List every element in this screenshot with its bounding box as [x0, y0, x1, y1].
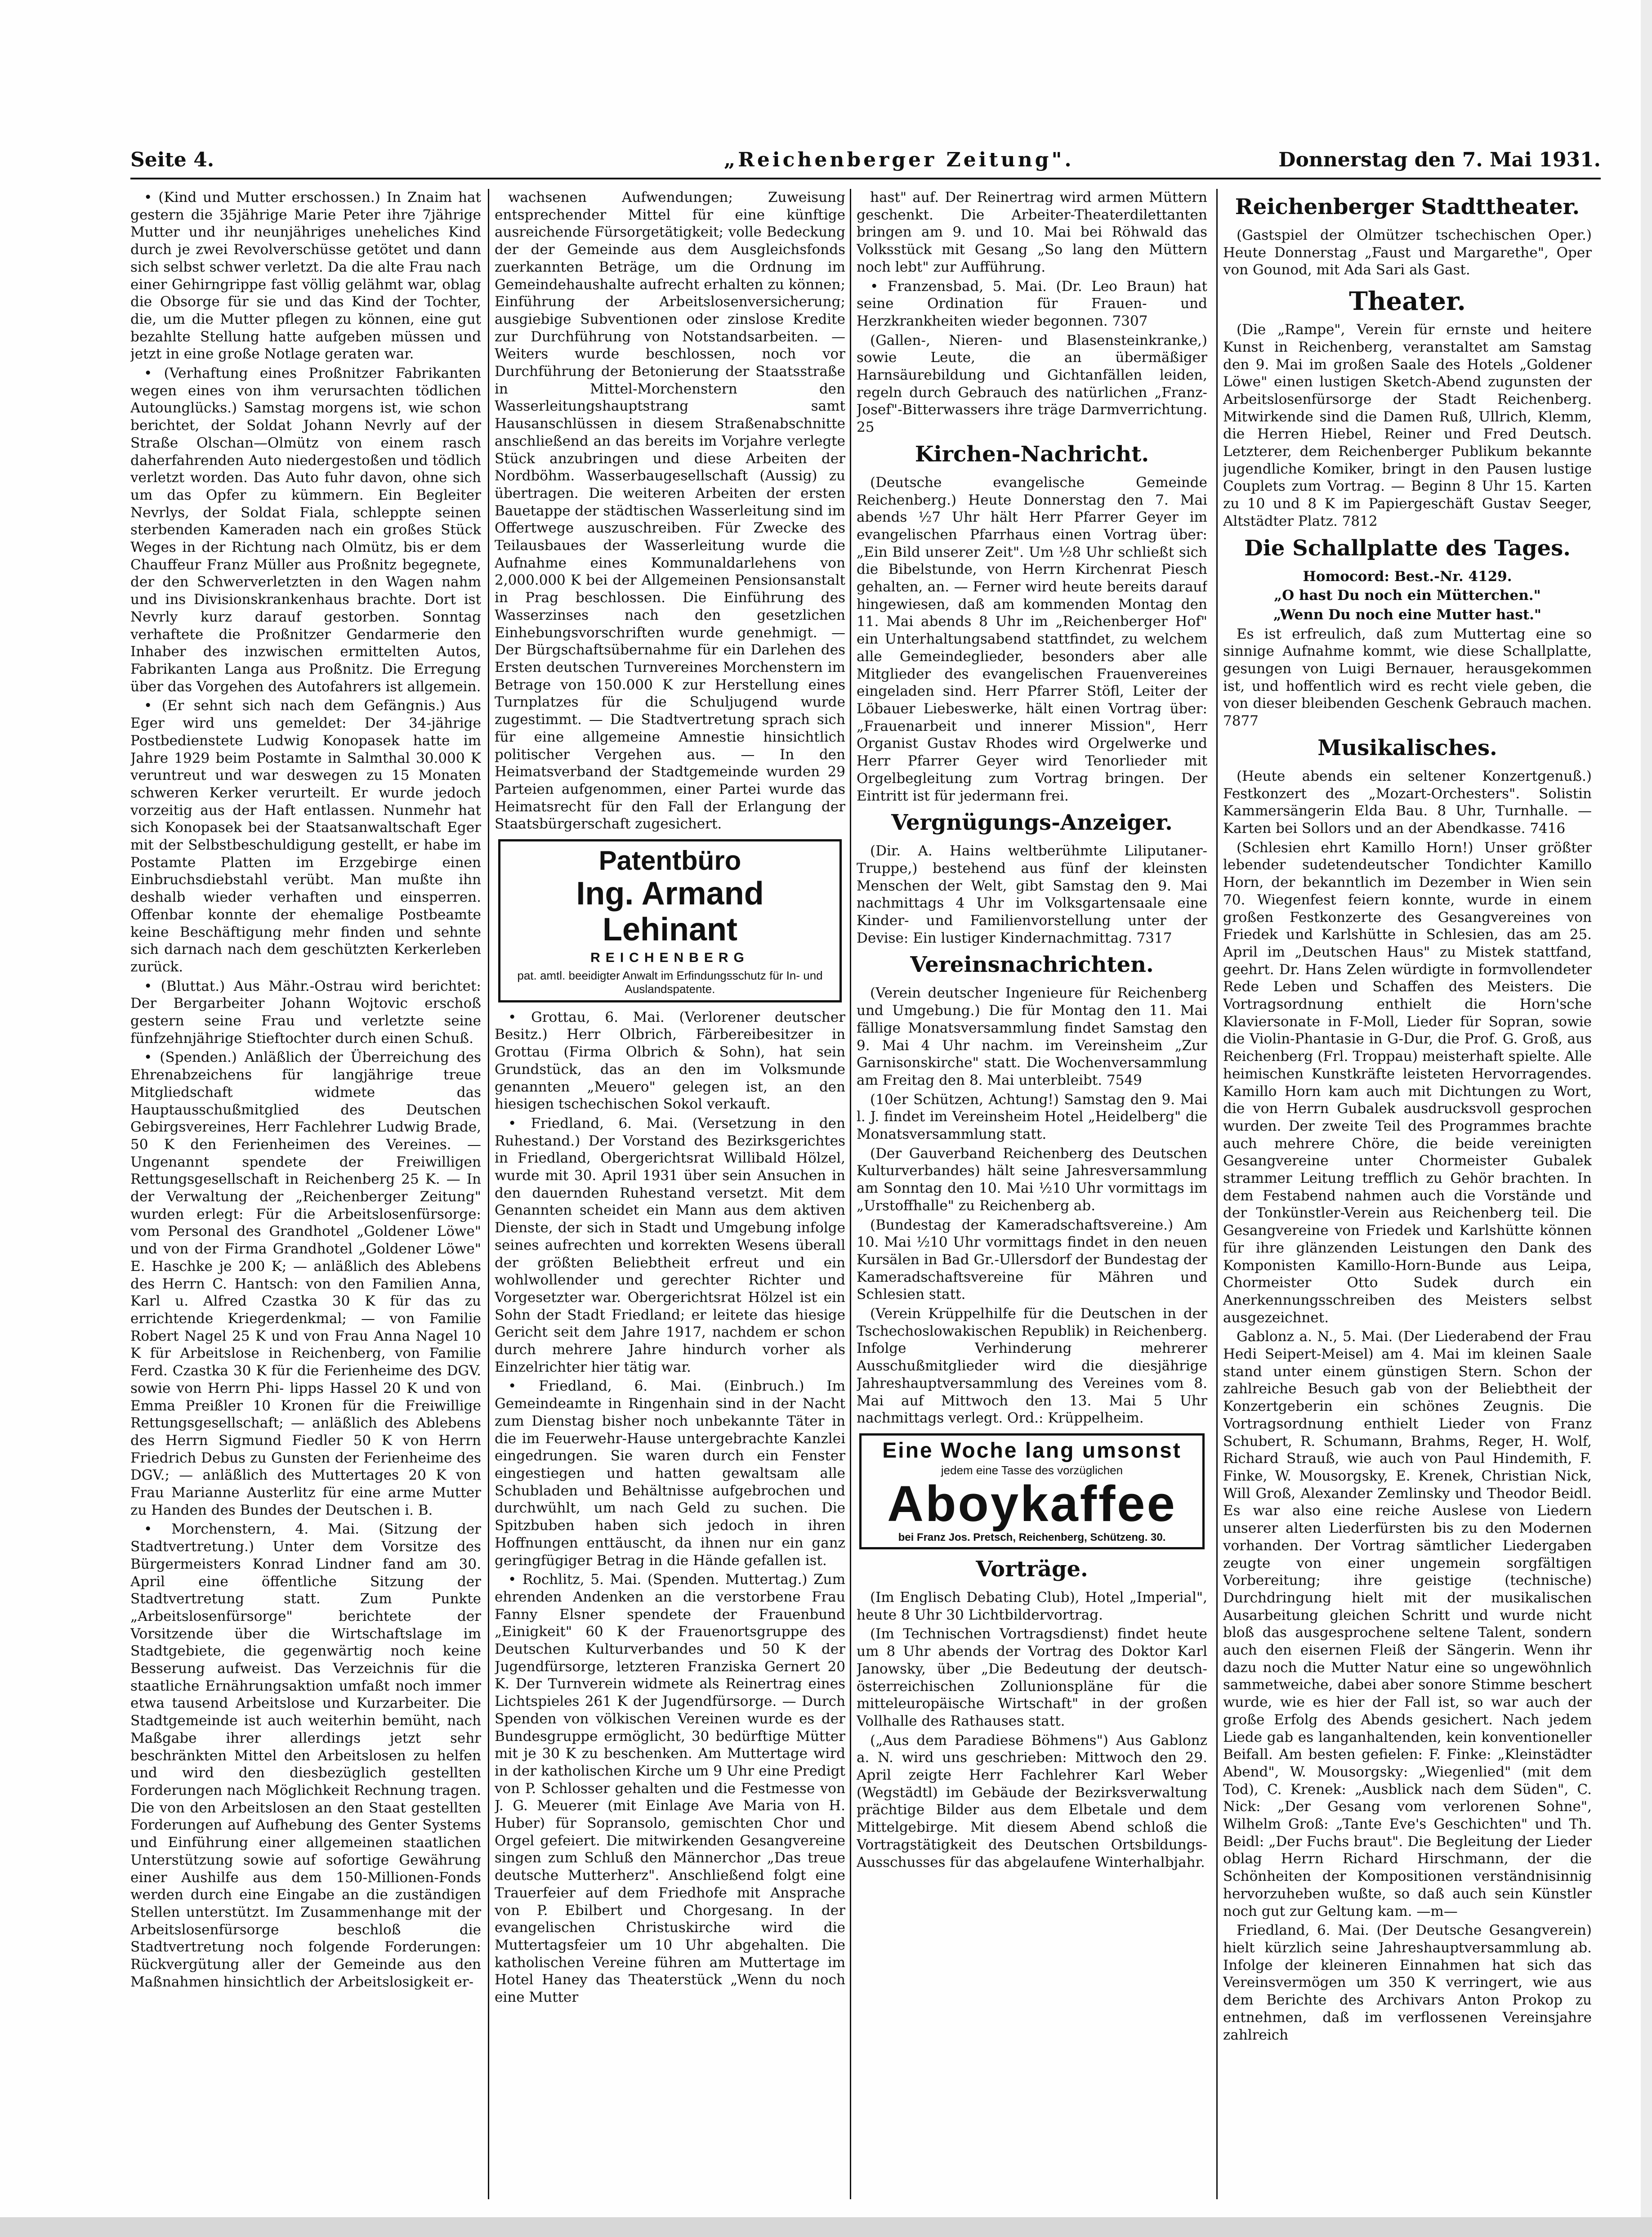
column-2: [495, 189, 845, 2199]
ad-patent-description: pat. amtl. beeidigter Anwalt im Erfindungsschutz für In- und Auslandspatente.: [517, 968, 823, 996]
article-musik: (Schlesien ehrt Kamillo Horn!) Unser größter lebender sudetendeutscher Tondichter Kamillo Horn, der bekanntlich im Dezember in Wien sein 70. Wiegenfest feiern konnte, wurde in einem großen Festkonzerte des Gesangvereines von Friedek und Karlshütte in Schlesien, das am 25. April im „Deutschen Haus" zu Mistek stattfand, geehrt. Dr. Hans Zelen würdigte in formvollendeter Rede Leben und Schaffen des Meisters. Die Vortragsordnung enthielt die Horn'sche Klaviersonate in F-Moll, Lieder für Sopran, sowie die Violin-Phantasie in G-Dur, die Prof. G. Groß, aus Reichenberg (Frl. Troppau) meisterhaft spielte. Alle heimischen Kunstkräfte leisteten Hervorragendes. Kamillo Horn kam auch mit Dichtungen zu Wort, die von Herrn Gubalek ausdrucksvoll gesprochen wurden. Der zweite Teil des Programmes brachte auch mehrere Chöre, die beide vereinigten Gesangvereine unter Chormeister Gubalek strammer Leitung trefflich zu Gehör brachten. In dem Festabend nahmen auch die Vorstände und der Tonkünstler-Verein aus Reichenberg teil. Die Gesangvereine von Friedek und Karlshütte können für ihre glänzenden Leistungen den Dank des Komponisten Kamillo-Horn-Bunde aus Leipa, Chormeister Otto Sudek durch ein Anerkennungsschreiben des Meisters selbst ausgezeichnet.: [1223, 839, 1592, 1326]
article-verein: (Bundestag der Kameradschaftsvereine.) Am 10. Mai ½10 Uhr vormittags findet in den neuen Kursälen in Bad Gr.-Ullersdorf der Bundestag der Kameradschaftsvereine für Mähren und Schlesien statt.: [857, 1217, 1207, 1303]
article-verein: (Verein Krüppelhilfe für die Deutschen in der Tschechoslowakischen Republik) in Reichenberg. Infolge Verhinderung mehrerer Ausschußmitglieder wird die diesjährige Jahreshauptversammlung des Vereines vom 8. Mai auf Mittwoch den 13. Mai 5 Uhr nachmittags verlegt. Ord.: Krüppelheim.: [857, 1306, 1207, 1427]
section-title-musikalisches: Musikalisches.: [1317, 735, 1497, 761]
article-kind-mutter: • (Kind und Mutter erschossen.) In Znaim hat gestern die 35jährige Marie Peter ihre 7jährige Mutter und ihr neunjähriges uneheliches Kind durch je zwei Revolverschüsse getötet und dann sich selbst schwer verletzt. Da die alte Frau nach einer Gehirngrippe fast völlig gelähmt war, oblag die Obsorge für sie und das Kind der Tochter, die, um die Mutter pflegen zu können, eine gut bezahlte Stellung hatte aufgeben müssen und jetzt in eine große Notlage geraten war.: [130, 189, 481, 362]
article-verein: (Der Gauverband Reichenberg des Deutschen Kulturverbandes) hält seine Jahresversammlung am Sonntag den 10. Mai ½10 Uhr vormittags im „Urstoffhalle" zu Reichenberg ab.: [857, 1145, 1207, 1214]
scan-edge-bottom: [0, 2217, 1652, 2237]
article-vortrag: (Im Technischen Vortragsdienst) findet heute um 8 Uhr abends der Vortrag des Doktor Karl Janowsky, über „Die Bedeutung der deutsch-österreichischen Zollunionspläne für die mitteleuropäische Wirtschaft" in der großen Vollhalle des Rathauses statt.: [857, 1626, 1207, 1729]
schallplatte-song-1: „O hast Du noch ein Mütterchen.": [1274, 587, 1541, 604]
page-number: Seite 4.: [130, 148, 214, 171]
article-bitterwasser: (Gallen-, Nieren- und Blasensteinkranke,) sowie Leute, die an übermäßiger Harnsäurebildung und Gichtanfällen leiden, regeln durch Gebrauch des natürlichen „Franz-Josef"-Bitterwassers ihre träge Darmverrichtung. 25: [857, 332, 1207, 436]
article-theater: (Die „Rampe", Verein für ernste und heitere Kunst in Reichenberg, veranstaltet am Samstag den 9. Mai im großen Saale des Hotels „Goldener Löwe" einen lustigen Sketch-Abend zugunsten der Arbeitslosenfürsorge der Stadt Reichenberg. Mitwirkende sind die Damen Ruß, Ullrich, Klemm, die Herren Hiebel, Reiner und Fred Deutsch. Letzterer, dem Reichenberger Publikum bekannte jugendliche Komiker, bringt in den Pausen lustige Couplets zum Vortrag. — Beginn 8 Uhr 15. Karten zu 10 und 8 K im Papiergeschäft Gustav Seeger, Altstädter Platz. 7812: [1223, 322, 1592, 529]
article-kirchen: (Deutsche evangelische Gemeinde Reichenberg.) Heute Donnerstag den 7. Mai abends ½7 Uhr hält Herr Pfarrer Geyer im evangelischen Pfarrhaus einen Vortrag über: „Ein Bild unserer Zeit". Um ½8 Uhr schließt sich die Bibelstunde, von Herrn Kirchenrat Piesch gehalten, an. — Ferner wird heute bereits darauf hingewiesen, daß am kommenden Montag den 11. Mai abends 8 Uhr im „Reichenberger Hof" ein Unterhaltungsabend stattfindet, zu welchem alle Gemeindeglieder, besonders aber alle Mitglieder des evangelischen Frauenvereines eingeladen sind. Herr Pfarrer Stöfl, Leiter der Löbauer Liebeswerke, hält einen Vortrag über: „Frauenarbeit und innerer Mission", Herr Organist Gustav Rhodes wird Orgelwerke und Herr Pfarrer Geyer wird Tenorlieder mit Orgelbegleitung zum Vortrag bringen. Der Eintritt ist für jedermann frei.: [857, 474, 1207, 804]
section-title-vergnuegung: Vergnügungs-Anzeiger.: [891, 810, 1173, 836]
article-verein: (10er Schützen, Achtung!) Samstag den 9. Mai l. J. findet im Vereinsheim Hotel „Heidelberg" die Monatsversammlung statt.: [857, 1091, 1207, 1143]
article-musik: Friedland, 6. Mai. (Der Deutsche Gesangverein) hielt kürzlich seine Jahreshauptversammlung ab. Infolge der kleineren Einnahmen hat sich das Vereinsvermögen um 350 K verringert, wie aus dem Berichte des Archivars Anton Prokop zu entnehmen, daß im verflossenen Vereinsjahre zahlreich: [1223, 1922, 1592, 2043]
article-musik: Gablonz a. N., 5. Mai. (Der Liederabend der Frau Hedi Seipert-Meisel) am 4. Mai im kleinen Saale stand unter einem günstigen Stern. Schon der zahlreiche Besuch gab von der Beliebtheit der Konzertgeberin ein schönes Zeugnis. Die Vortragsordnung enthielt Lieder von Franz Schubert, R. Schumann, Brahms, Reger, H. Wolf, Richard Strauß, wie auch von Paul Hindemith, F. Finke, W. Mousorgsky, E. Krenek, Christian Nick, Will Groß, Alexander Zemlinsky und Theodor Beidl. Es war also eine reiche Auslese von Liedern unserer alten Liederfürsten bis zu den Modernen vorhanden. Der Vortrag sämtlicher Liedergaben zeugte von einer ungemein sorgfältigen Vorbereitung; ihre geistige (technische) Durchdringung hielt mit der musikalischen Ausarbeitung gleichen Schritt und wurde nicht bloß das ausgesprochene seltene Talent, sondern auch den eisernen Fleiß der Sängerin. Wenn ihr dazu noch die Mutter Natur eine so ungewöhnlich sammetweiche, dabei aber sonore Stimme beschert wurde, wie es hier der Fall ist, so war auch der große Erfolg des Abends gesichert. Nach jedem Liede gab es langanhaltenden, kein konventioneller Beifall. Am besten gefielen: F. Finke: „Kleinstädter Abend", W. Mousorgsky: „Wiegenlied" (mit dem Tod), C. Krenek: „Ausblick nach dem Süden", C. Nick: „Der Gesang vom verlorenen Sohne", Wilhelm Groß: „Tante Eve's Geschichten" und Th. Beidl: „Der Fuchs braut". Die Begleitung der Lieder oblag Herrn Richard Hirschmann, der die Schönheiten der Kompositionen verständnisinnig hervorzuheben wußte, so daß auch sein Künstler noch gut zur Geltung kam. —m—: [1223, 1329, 1592, 1919]
aboykaffee-advertisement: [859, 1433, 1205, 1549]
article-friedland-einbruch: • Friedland, 6. Mai. (Einbruch.) Im Gemeindeamte in Ringenhain sind in der Nacht zum Dienstag bisher noch unbekannte Täter in die im Feuerwehr-Hause untergebrachte Kanzlei eingedrungen. Sie waren durch ein Fenster eingestiegen und hatten gewaltsam alle Schubladen und Behältnisse aufgebrochen und durchwühlt, um nach Geld zu suchen. Die Spitzbuben haben sich jedoch in ihren Hoffnungen enttäuscht, da ihnen nur ein ganz geringfügiger Betrag in die Hände gefallen ist.: [495, 1378, 845, 1569]
article-vortrag: (Im Englisch Debating Club), Hotel „Imperial", heute 8 Uhr 30 Lichtbildervortrag.: [857, 1589, 1207, 1623]
schallplatte-song-2: „Wenn Du noch eine Mutter hast.": [1273, 606, 1542, 623]
article-vortrag: („Aus dem Paradiese Böhmens") Aus Gablonz a. N. wird uns geschrieben: Mittwoch den 29. April zeigte Herr Fachlehrer Karl Weber (Wegstädtl) im Gebäude der Bezirksverwaltung prächtige Bilder aus dem Elbetale und dem Mittelgebirge. Mit diesem Abend schloß die Vortragstätigkeit des Deutschen Ortsbildungs-Ausschusses für das abgelaufene Winterhalbjahr.: [857, 1732, 1207, 1870]
section-title-vereine: Vereinsnachrichten.: [910, 952, 1154, 978]
column-1: [130, 189, 481, 2199]
article-gefaengnis: • (Er sehnt sich nach dem Gefängnis.) Aus Eger wird uns gemeldet: Der 34-jährige Postbedienstete Ludwig Konopasek hatte im Jahre 1929 beim Postamte in Salmthal 30.000 K veruntreut und war deswegen zu 15 Monaten schweren Kerker verurteilt. Er wurde jedoch vorzeitig aus der Haft entlassen. Nunmehr hat sich Konopasek bei der Staatsanwaltschaft Eger mit der Selbstbeschuldigung gestellt, er habe im Postamte Platten im Erzgebirge einen Einbruchsdiebstahl verübt. Man mußte ihn deshalb wieder verhaften und einsperren. Offenbar konnte der ehemalige Postbeamte keine Beschäftigung mehr finden und sehnte sich darnach nach dem geschützten Kerkerleben zurück.: [130, 698, 481, 975]
ad-abo-subline: jedem eine Tasse des vorzüglichen: [941, 1463, 1123, 1477]
article-schallplatte: Es ist erfreulich, daß zum Muttertag eine so sinnige Aufnahme kommt, wie diese Schallplatte, gesungen von Luigi Bernauer, herausgekommen ist, und hoffentlich wird es recht viele geben, die von dieser bleibenden Geschenk Gebrauch machen. 7877: [1223, 626, 1592, 729]
article-morchenstern-cont: wachsenen Aufwendungen; Zuweisung entsprechender Mittel für eine künftige ausreichende Fürsorgetätigkeit; volle Bedeckung der der Gemeinde aus dem Ausgleichsfonds zuerkannten Beträge, um die Ordnung im Gemeindehaushalte aufrecht erhalten zu können; Einführung der Arbeitslosenversicherung; ausgiebige Subventionen oder zinslose Kredite zur Durchführung von Notstandsarbeiten. — Weiters wurde beschlossen, noch vor Durchführung der Betonierung der Staatsstraße in Mittel-Morchenstern den Wasserleitungshauptstrang samt Hausanschlüssen in diesem Straßenabschnitte anschließend an das bereits im Vorjahre verlegte Stück anzubringen und diese Arbeiten der Nordböhm. Wasserbaugesellschaft (Aussig) zu übertragen. Die weiteren Arbeiten der ersten Bauetappe der städtischen Wasserleitung sind im Offertwege auszuschreiben. Für Zwecke des Teilausbaues der Wasserleitung wurde die Aufnahme eines Kommunaldarlehens von 2,000.000 K bei der Allgemeinen Pensionsanstalt in Prag beschlossen. Die Einführung des Wasserzinses nach den gesetzlichen Einhebungsvorschriften wurde genehmigt. — Der Bürgschaftsübernahme für ein Darlehen des Ersten deutschen Turnvereines Morchenstern im Betrage von 150.000 K zur Herstellung eines Turnplatzes für die Schuljugend wurde zugestimmt. — Die Stadtvertretung sprach sich für eine allgemeine Amnestie hinsichtlich politischer Vergehen aus. — In den Heimatsverband der Stadtgemeinde wurden 29 Parteien aufgenommen, einer Partei wurde das Heimatsrecht für den Fall der Erlangung der Staatsbürgerschaft zugesichert.: [495, 189, 845, 832]
column-divider: [1216, 189, 1218, 2199]
article-rochlitz: • Rochlitz, 5. Mai. (Spenden. Muttertag.) Zum ehrenden Andenken an die verstorbene Frau Fanny Elsner spendete der Frauenbund „Einigkeit" 60 K der Frauenortsgruppe des Deutschen Kulturverbandes und 50 K der Jugendfürsorge, letzteren Franziska Gernert 20 K. Der Turnverein widmete als Reinertrag eines Lichtspieles 261 K der Jugendfürsorge. — Durch Spenden von völkischen Vereinen wurde es der Bundesgruppe ermöglicht, 30 bedürftige Mütter mit je 30 K zu beschenken. Am Muttertage wird in der katholischen Kirche um 9 Uhr eine Predigt von P. Schlosser gehalten und die Festmesse von J. G. Meuerer (mit Einlage Ave Maria von H. Huber) für Sopransolo, gemischten Chor und Orgel gefeiert. Die mitwirkenden Gesangvereine singen zum Schluß den Männerchor „Das treue deutsche Mutterherz". Anschließend folgt eine Trauerfeier auf dem Friedhofe mit Ansprache von P. Ebilbert und Chorgesang. In der evangelischen Christuskirche wird die Muttertagsfeier um 10 Uhr abgehalten. Die katholischen Vereine führen am Muttertage im Hotel Haney das Theaterstück „Wenn du noch eine Mutter: [495, 1571, 845, 2006]
section-title-vortraege: Vorträge.: [976, 1557, 1088, 1582]
article-stadttheater: (Gastspiel der Olmützer tschechischen Oper.) Heute Donnerstag „Faust und Margarethe", Oper von Gounod, mit Ada Sari als Gast.: [1223, 227, 1592, 278]
patentbuero-advertisement: [498, 839, 842, 1002]
article-verhaftung: • (Verhaftung eines Proßnitzer Fabrikanten wegen eines von ihm verursachten tödlichen Autounglücks.) Samstag morgens ist, wie schon berichtet, der Soldat Johann Nevrly auf der Straße Olschan—Olmütz von einem rasch daherfahrenden Auto niedergestoßen und tödlich verletzt worden. Das Auto fuhr davon, ohne sich um das Opfer zu kümmern. Ein Begleiter Nevrlys, der Soldat Fiala, schleppte seinen sterbenden Kameraden nach ein großes Stück Weges in der Richtung nach Olmütz, bis er dem Chauffeur Franz Müller aus Proßnitz begegnete, der den Schwerverletzten in den Wagen nahm und ins Divisionskrankenhaus brachte. Dort ist Nevrly kurz darauf gestorben. Sonntag verhaftete die Proßnitzer Gendarmerie den Inhaber des inzwischen ermittelten Autos, Fabrikanten Langa aus Proßnitz. Die Erregung über das Vorgehen des Autofahrers ist allgemein.: [130, 365, 481, 695]
column-4: [1223, 189, 1592, 2199]
article-musik: (Heute abends ein seltener Konzertgenuß.) Festkonzert des „Mozart-Orchesters". Solistin Kammersängerin Elda Bau. 8 Uhr, Turnhalle. — Karten bei Sollors und an der Abendkasse. 7416: [1223, 768, 1592, 837]
article-spenden: • (Spenden.) Anläßlich der Überreichung des Ehrenabzeichens für langjährige treue Mitgliedschaft widmete das Hauptausschußmitglied des Deutschen Gebirgsvereines, Herr Fachlehrer Ludwig Brade, 50 K den Ferienheimen des Vereines. — Ungenannt spendete der Freiwilligen Rettungsgesellschaft in Reichenberg 25 K. — In der Verwaltung der „Reichenberger Zeitung" wurden erlegt: Für die Arbeitslosenfürsorge: vom Personal des Grandhotel „Goldener Löwe" und von der Firma Grandhotel „Goldener Löwe" E. Haschke je 200 K; — anläßlich des Ablebens des Herrn C. Hantsch: von den Familien Anna, Karl u. Alfred Czastka 30 K für das zu errichtende Kriegerdenkmal; — von Familie Robert Nagel 25 K und von Frau Anna Nagel 10 K für Arbeitslose in Reichenberg, von Familie Ferd. Czastka 30 K für die Ferienheime des DGV. sowie von Herrn Phi- lipps Hassel 20 K und von Emma Preißler 10 Kronen für die Freiwillige Rettungsgesellschaft; — anläßlich des Ablebens des Herrn Sigmund Fiedler 50 K von Herrn Friedrich Debus zu Gunsten der Ferienheime des DGV.; — anläßlich des Muttertages 20 K von Frau Marianne Austerlitz für eine arme Mutter zu Handen des Bundes der Deutschen i. B.: [130, 1049, 481, 1518]
ad-patent-name: Ing. Armand Lehinant: [576, 876, 764, 948]
column-divider: [850, 189, 851, 2199]
ad-abo-headline: Eine Woche lang umsonst: [882, 1439, 1182, 1463]
article-friedland-ruhestand: • Friedland, 6. Mai. (Versetzung in den Ruhestand.) Der Vorstand des Bezirksgerichtes in Friedland, Obergerichtsrat Willibald Hölzel, wurde mit 30. April 1931 über sein Ansuchen in den dauernden Ruhestand versetzt. Mit dem Genannten scheidet ein Mann aus dem aktiven Dienste, der sich in Stadt und Umgebung infolge seines aufrechten und korrekten Wesens überall der größten Beliebtheit erfreut und ein wohlwollender und gerechter Richter und Vorgesetzter war. Obergerichtsrat Hölzel ist ein Sohn der Stadt Friedland; er leitete das hiesige Gericht seit dem Jahre 1917, nachdem er schon durch mehrere Jahre hindurch vorher als Einzelrichter hier tätig war.: [495, 1115, 845, 1375]
column-divider: [488, 189, 489, 2199]
schallplatte-order-number: Homocord: Best.-Nr. 4129.: [1303, 568, 1512, 585]
header-rule: [130, 178, 1601, 179]
section-title-stadttheater: Reichenberger Stadttheater.: [1235, 194, 1580, 219]
ad-abo-brand: Aboykaffee: [887, 1476, 1177, 1532]
article-morchenstern: • Morchenstern, 4. Mai. (Sitzung der Stadtvertretung.) Unter dem Vorsitze des Bürgermeisters Konrad Lindner fand am 30. April eine öffentliche Sitzung der Stadtvertretung statt. Zum Punkte „Arbeitslosenfürsorge" berichtete der Vorsitzende über die Wirtschaftslage im Stadtgebiete, die gegenwärtig noch keine Besserung aufweist. Das Verzeichnis für die staatliche Ernährungsaktion umfaßt noch immer etwa tausend Arbeitslose und Kurzarbeiter. Die Stadtgemeinde ist auch weiterhin bemüht, nach Maßgabe ihrer allerdings jetzt sehr beschränkten Mittel den Arbeitslosen zu helfen und wird den diesbezüglich gestellten Forderungen nach Möglichkeit Rechnung tragen. Die von den Arbeitslosen an den Staat gestellten Forderungen auf Aufhebung des Genter Systems und Einführung einer allgemeinen staatlichen Unterstützung sowie auf sofortige Gewährung einer Aushilfe aus dem 150-Millionen-Fonds werden durch eine Eingabe an die zuständigen Stellen unterstützt. Im Zusammenhange mit der Arbeitslosenfürsorge beschloß die Stadtvertretung noch folgende Forderungen: Rückvergütung aller der Gemeinde aus den Maßnahmen hinsichtlich der Arbeitslosigkeit er-: [130, 1521, 481, 1990]
column-3: [857, 189, 1207, 2199]
section-title-kirchen: Kirchen-Nachricht.: [915, 441, 1149, 467]
section-title-schallplatte: Die Schallplatte des Tages.: [1244, 535, 1571, 561]
ad-patent-city: REICHENBERG: [590, 950, 750, 966]
newspaper-title: „Reichenberger Zeitung".: [724, 148, 1074, 171]
article-muttertag-cont: hast" auf. Der Reinertrag wird armen Müttern geschenkt. Die Arbeiter-Theaterdilettanten bringen am 9. und 10. Mai bei Röhwald das Volksstück mit Gesang „So lang den Müttern noch lebt" zur Aufführung.: [857, 189, 1207, 275]
article-grottau: • Grottau, 6. Mai. (Verlorener deutscher Besitz.) Herr Olbrich, Färbereibesitzer in Grottau (Firma Olbrich & Sohn), hat sein Grundstück, das an den im Volksmunde genannten „Meuero" gelegen ist, an den hiesigen tschechischen Sokol verkauft.: [495, 1009, 845, 1113]
section-title-theater: Theater.: [1349, 286, 1466, 317]
ad-patent-heading: Patentbüro: [598, 846, 741, 876]
ad-abo-address: bei Franz Jos. Pretsch, Reichenberg, Schützeng. 30.: [898, 1531, 1166, 1544]
article-bluttat: • (Bluttat.) Aus Mähr.-Ostrau wird berichtet: Der Bergarbeiter Johann Wojtovic erschoß gestern seine Frau und verletzte seine fünfzehnjährige Stieftochter durch einen Schuß.: [130, 978, 481, 1047]
scan-edge-right: [1641, 0, 1652, 2237]
article-vergnuegung: (Dir. A. Hains weltberühmte Liliputaner-Truppe,) bestehend aus fünf der kleinsten Menschen der Welt, gibt Samstag den 9. Mai nachmittags 4 Uhr im Volksgartensaale eine Kinder- und Familienvorstellung unter der Devise: Ein lustiger Kindernachmittag. 7317: [857, 843, 1207, 946]
issue-date: Donnerstag den 7. Mai 1931.: [1278, 148, 1601, 171]
article-verein: (Verein deutscher Ingenieure für Reichenberg und Umgebung.) Die für Montag den 11. Mai fällige Monatsversammlung findet Samstag den 9. Mai 4 Uhr nachm. im Vereinsheim „Zur Garnisonskirche" statt. Die Wochenversammlung am Freitag den 8. Mai unterbleibt. 7549: [857, 985, 1207, 1088]
article-franzensbad: • Franzensbad, 5. Mai. (Dr. Leo Braun) hat seine Ordination für Frauen- und Herzkrankheiten wieder begonnen. 7307: [857, 278, 1207, 329]
